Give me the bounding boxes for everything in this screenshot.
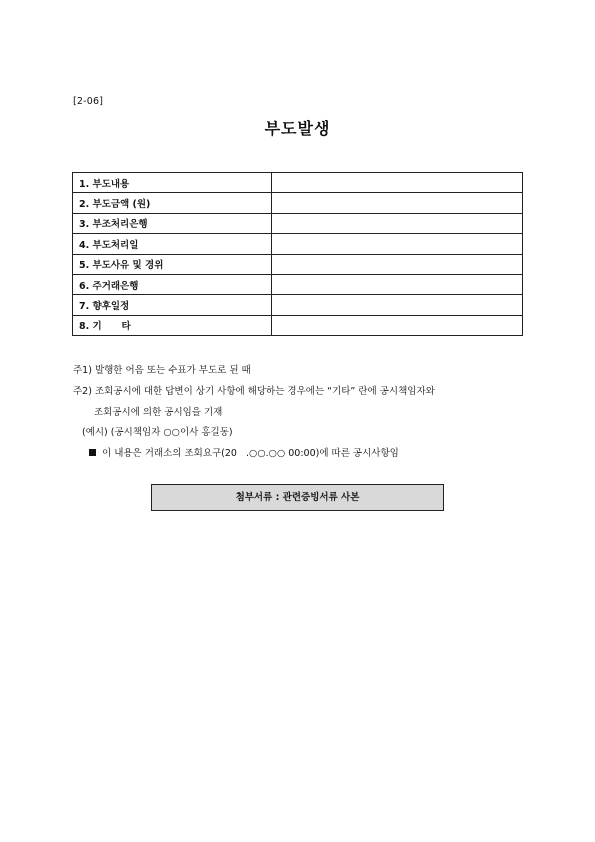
note-1: 주1) 발행한 어음 또는 수표가 부도로 된 때: [73, 365, 251, 376]
row-label: 2. 부도금액 (원): [73, 193, 272, 213]
row-label: 7. 향후일정: [73, 295, 272, 315]
row-label: 1. 부도내용: [73, 173, 272, 193]
table-row: [73, 274, 523, 294]
bullet-note: [89, 445, 399, 459]
row-value: [272, 315, 523, 335]
row-label: 3. 부조처리은행: [73, 213, 272, 233]
form-code: [2-06]: [73, 96, 104, 107]
row-label: 5. 부도사유 및 경위: [73, 254, 272, 274]
note-2-line-2: 조회공시에 의한 공시임을 기재: [94, 407, 223, 418]
table-row: [73, 173, 523, 193]
disclosure-table: [72, 172, 523, 336]
row-value: [272, 193, 523, 213]
table-row: [73, 254, 523, 274]
bullet-note-text: 이 내용은 거래소의 조회요구(20 .○○.○○ 00:00)에 따른 공시사항임: [102, 448, 399, 459]
row-value: [272, 274, 523, 294]
row-value: [272, 295, 523, 315]
row-value: [272, 254, 523, 274]
table-row: [73, 213, 523, 233]
row-label: 6. 주거래은행: [73, 274, 272, 294]
table-row: [73, 193, 523, 213]
row-value: [272, 173, 523, 193]
row-value: [272, 234, 523, 254]
attachment-box: 첨부서류 : 관련증빙서류 사본: [151, 484, 444, 511]
note-2-line-1: 주2) 조회공시에 대한 답변이 상기 사항에 해당하는 경우에는 “기타” 란에 공시책임자와: [73, 386, 435, 397]
row-label: 8. 기 타: [73, 315, 272, 335]
table-row: [73, 295, 523, 315]
page-title: 부도발생: [264, 119, 331, 138]
row-label: 4. 부도처리일: [73, 234, 272, 254]
table-row: [73, 315, 523, 335]
table-row: [73, 234, 523, 254]
row-value: [272, 213, 523, 233]
example-note: (예시) (공시책임자 ○○이사 홍길동): [82, 427, 233, 438]
square-bullet-icon: [89, 449, 96, 456]
